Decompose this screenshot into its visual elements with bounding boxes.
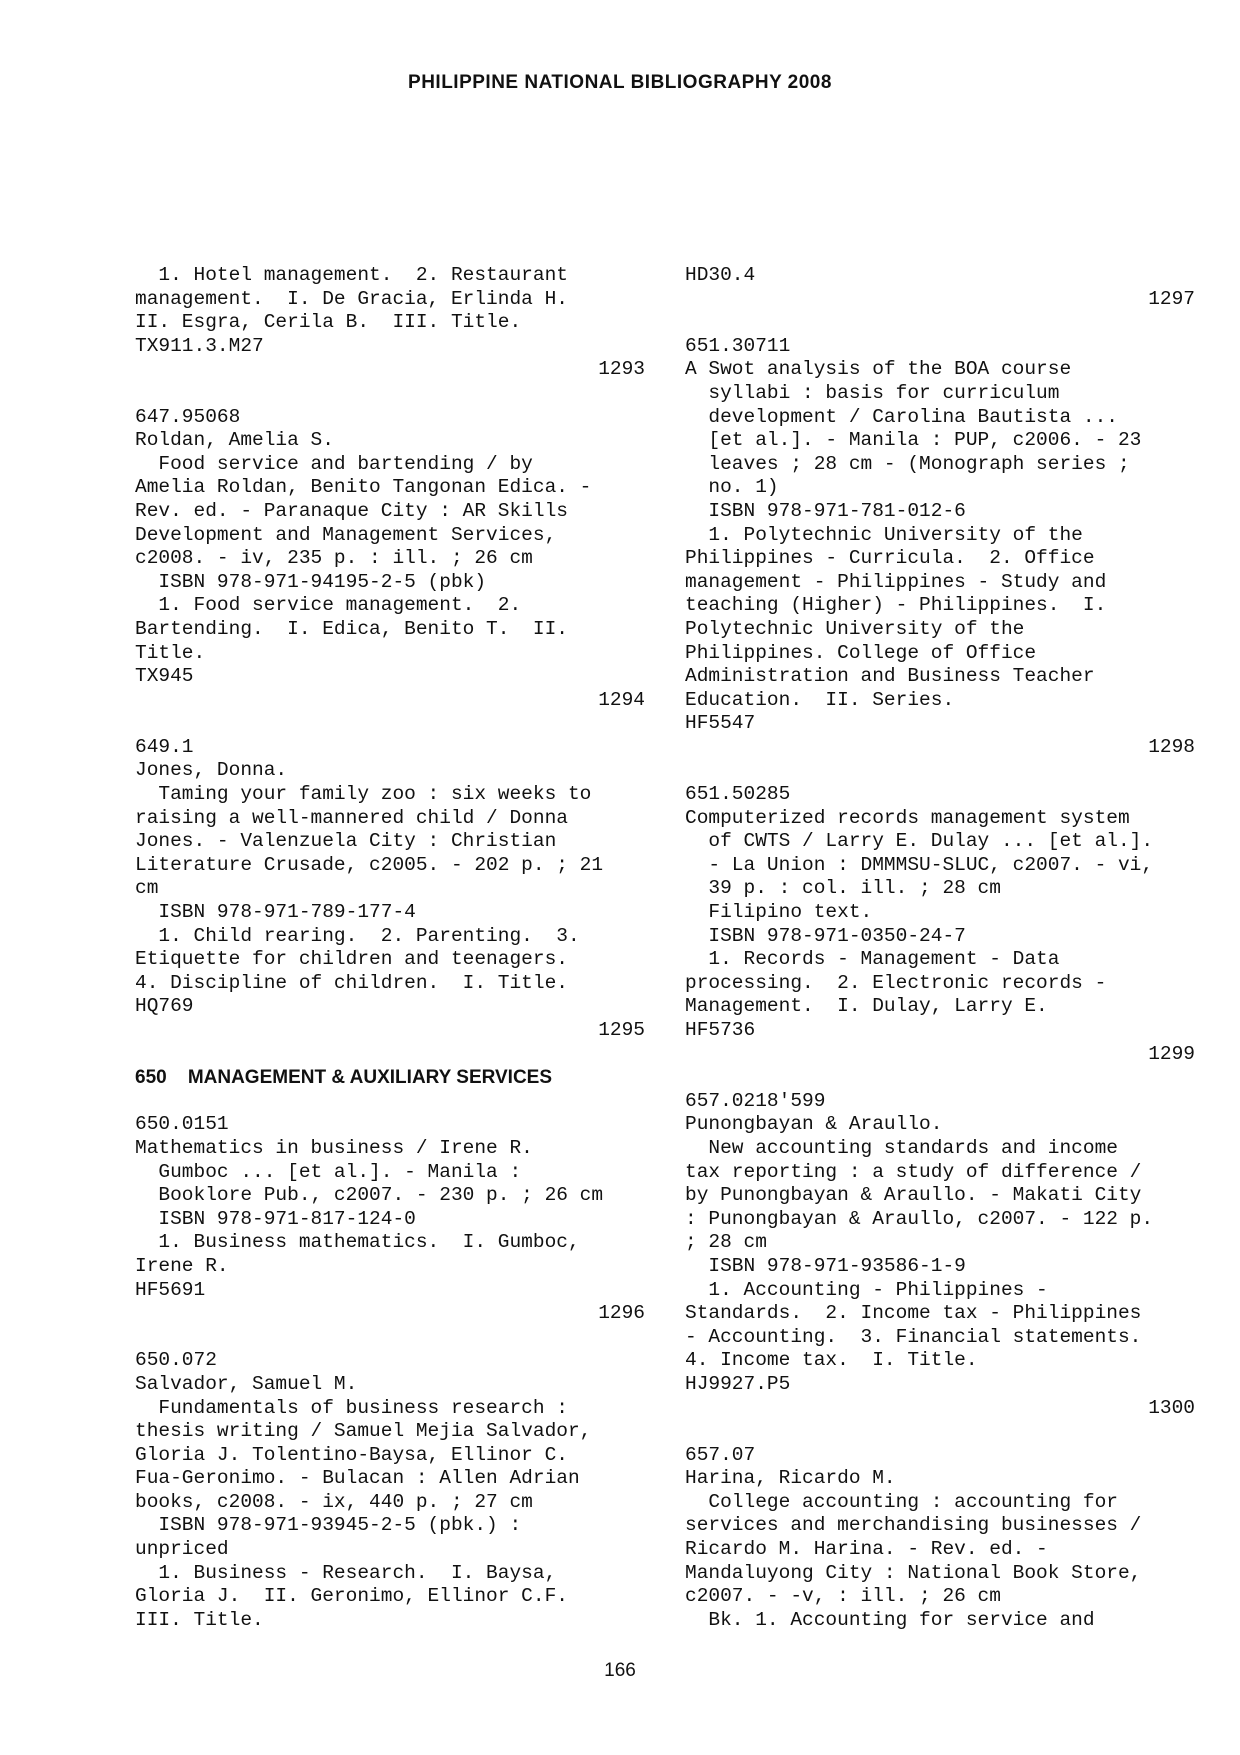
entry-line: Management. I. Dulay, Larry E. — [685, 995, 1048, 1018]
entry-line: management - Philippines - Study and — [685, 570, 1107, 593]
entry-line: no. 1) — [685, 476, 779, 499]
entry-line: Amelia Roldan, Benito Tangonan Edica. - — [135, 476, 592, 499]
entry-line: HD30.4 — [685, 264, 756, 286]
entry-line: Title. — [135, 641, 206, 664]
entry-line: Gloria J. II. Geronimo, Ellinor C.F. — [135, 1585, 568, 1608]
entry-line: books, c2008. - ix, 440 p. ; 27 cm — [135, 1490, 533, 1513]
entry-line: Etiquette for children and teenagers. — [135, 948, 568, 971]
blank-line — [135, 712, 645, 736]
blank-line — [135, 382, 645, 406]
entry-line: Roldan, Amelia S. — [135, 429, 334, 452]
entry-line: Salvador, Samuel M. — [135, 1372, 358, 1395]
entry-line: 1. Business mathematics. I. Gumboc, — [135, 1231, 580, 1254]
entry-line: Fundamentals of business research : — [135, 1396, 568, 1419]
blank-line — [685, 759, 1195, 783]
entry-number: 1297 — [1148, 287, 1195, 310]
entry-line: - La Union : DMMMSU-SLUC, c2007. - vi, — [685, 853, 1154, 876]
entry-line: Computerized records management system — [685, 806, 1130, 829]
entry-line: Mandaluyong City : National Book Store, — [685, 1561, 1142, 1584]
entry-line: Harina, Ricardo M. — [685, 1467, 896, 1490]
entry-line: - Accounting. 3. Financial statements. — [685, 1325, 1142, 1348]
entry-line: Jones, Donna. — [135, 759, 288, 782]
entry-line: 657.07 — [685, 1443, 756, 1466]
entry-number: 1293 — [598, 358, 645, 381]
entry-line: Gloria J. Tolentino-Baysa, Ellinor C. — [135, 1443, 568, 1466]
entry-line: processing. 2. Electronic records - — [685, 971, 1107, 994]
entry-line: Taming your family zoo : six weeks to — [135, 783, 592, 806]
blank-line — [685, 1420, 1195, 1444]
entry-line: cm — [135, 877, 159, 900]
entry-line: Administration and Business Teacher — [685, 665, 1095, 688]
entry-line: Mathematics in business / Irene R. — [135, 1136, 533, 1159]
entry-line: 1. Records - Management - Data — [685, 948, 1060, 971]
entry-line: HQ769 — [135, 995, 194, 1018]
entry-line: 650.0151 — [135, 1113, 229, 1136]
entry-line: Booklore Pub., c2007. - 230 p. ; 26 cm — [135, 1184, 604, 1207]
entry-line: 4. Discipline of children. I. Title. — [135, 971, 568, 994]
entry-line: of CWTS / Larry E. Dulay ... [et al.]. — [685, 830, 1154, 853]
entry-line: 649.1 — [135, 735, 194, 758]
entry-line: services and merchandising businesses / — [685, 1514, 1142, 1537]
entry-line: raising a well-mannered child / Donna — [135, 806, 568, 829]
blank-line — [135, 1090, 645, 1114]
entry-line: III. Title. — [135, 1608, 264, 1631]
entry-number: 1298 — [1148, 735, 1195, 758]
entry-line: Fua-Geronimo. - Bulacan : Allen Adrian — [135, 1467, 580, 1490]
entry-line: 1. Hotel management. 2. Restaurant — [135, 264, 568, 286]
entry-line: Bartending. I. Edica, Benito T. II. — [135, 617, 568, 640]
entry-line: Bk. 1. Accounting for service and — [685, 1608, 1095, 1631]
entry-line: 1. Food service management. 2. — [135, 594, 522, 617]
entry-line: unpriced — [135, 1538, 229, 1561]
entry-line: Gumboc ... [et al.]. - Manila : — [135, 1160, 522, 1183]
entry-line: Philippines - Curricula. 2. Office — [685, 547, 1095, 570]
entry-line: ISBN 978-971-817-124-0 — [135, 1207, 416, 1230]
entry-line: Punongbayan & Araullo. — [685, 1113, 943, 1136]
entry-line: 1. Business - Research. I. Baysa, — [135, 1561, 557, 1584]
blank-line — [685, 311, 1195, 335]
entry-line: Literature Crusade, c2005. - 202 p. ; 21 — [135, 853, 604, 876]
entry-line: teaching (Higher) - Philippines. I. — [685, 594, 1107, 617]
entry-line: [et al.]. - Manila : PUP, c2006. - 23 — [685, 429, 1142, 452]
blank-line — [685, 1066, 1195, 1090]
entry-line: ISBN 978-971-93945-2-5 (pbk.) : — [135, 1514, 522, 1537]
entry-line: HF5547 — [685, 712, 756, 735]
page-header: PHILIPPINE NATIONAL BIBLIOGRAPHY 2008 — [408, 72, 832, 93]
entry-line: Polytechnic University of the — [685, 617, 1025, 640]
blank-line — [135, 1326, 645, 1350]
entry-line: c2008. - iv, 235 p. : ill. ; 26 cm — [135, 547, 533, 570]
entry-line: Ricardo M. Harina. - Rev. ed. - — [685, 1538, 1048, 1561]
entry-line: 39 p. : col. ill. ; 28 cm — [685, 877, 1001, 900]
entry-line: HF5691 — [135, 1278, 206, 1301]
entry-line: ISBN 978-971-0350-24-7 — [685, 924, 966, 947]
entry-line: New accounting standards and income — [685, 1136, 1118, 1159]
entry-number: 1296 — [598, 1302, 645, 1325]
entry-line: ; 28 cm — [685, 1231, 767, 1254]
entry-number: 1295 — [598, 1019, 645, 1041]
entry-line: College accounting : accounting for — [685, 1490, 1118, 1513]
entry-line: Standards. 2. Income tax - Philippines — [685, 1302, 1142, 1325]
entry-line: thesis writing / Samuel Mejia Salvador, — [135, 1420, 592, 1443]
entry-line: ISBN 978-971-93586-1-9 — [685, 1254, 966, 1277]
entry-line: 651.50285 — [685, 783, 791, 806]
entry-line: Rev. ed. - Paranaque City : AR Skills — [135, 499, 568, 522]
entry-line: TX911.3.M27 — [135, 334, 264, 357]
entry-line: 647.95068 — [135, 405, 241, 428]
entry-line: ISBN 978-971-94195-2-5 (pbk) — [135, 570, 487, 593]
entry-line: : Punongbayan & Araullo, c2007. - 122 p. — [685, 1207, 1154, 1230]
blank-line — [135, 1043, 645, 1067]
entry-line: Education. II. Series. — [685, 688, 955, 711]
entry-line: HJ9927.P5 — [685, 1372, 791, 1395]
left-column — [135, 264, 645, 1632]
entry-line: Food service and bartending / by — [135, 452, 533, 475]
entry-line: A Swot analysis of the BOA course — [685, 358, 1072, 381]
entry-line: by Punongbayan & Araullo. - Makati City — [685, 1184, 1142, 1207]
section-heading: 650 MANAGEMENT & AUXILIARY SERVICES — [135, 1067, 553, 1089]
entry-line: II. Esgra, Cerila B. III. Title. — [135, 311, 522, 334]
right-column — [685, 264, 1195, 1632]
entry-line: 4. Income tax. I. Title. — [685, 1349, 978, 1372]
entry-line: HF5736 — [685, 1019, 756, 1041]
entry-number: 1299 — [1148, 1042, 1195, 1065]
entry-number: 1294 — [598, 688, 645, 711]
entry-line: 1. Child rearing. 2. Parenting. 3. — [135, 924, 580, 947]
entry-line: 1. Polytechnic University of the — [685, 523, 1083, 546]
entry-line: c2007. - -v, : ill. ; 26 cm — [685, 1585, 1001, 1608]
entry-line: 1. Accounting - Philippines - — [685, 1278, 1048, 1301]
entry-line: syllabi : basis for curriculum — [685, 381, 1060, 404]
entry-line: Jones. - Valenzuela City : Christian — [135, 830, 557, 853]
page-number: 166 — [604, 1660, 636, 1681]
entry-line: TX945 — [135, 665, 194, 688]
entry-line: development / Carolina Bautista ... — [685, 405, 1118, 428]
entry-line: tax reporting : a study of difference / — [685, 1160, 1142, 1183]
entry-line: ISBN 978-971-781-012-6 — [685, 499, 966, 522]
entry-line: Development and Management Services, — [135, 523, 557, 546]
entry-line: Filipino text. — [685, 901, 873, 924]
entry-number: 1300 — [1148, 1396, 1195, 1419]
entry-line: ISBN 978-971-789-177-4 — [135, 901, 416, 924]
entry-line: 650.072 — [135, 1349, 217, 1372]
entry-line: 651.30711 — [685, 334, 791, 357]
entry-line: Philippines. College of Office — [685, 641, 1037, 664]
entry-line: leaves ; 28 cm - (Monograph series ; — [685, 452, 1130, 475]
entry-line: 657.0218'599 — [685, 1089, 826, 1112]
entry-line: management. I. De Gracia, Erlinda H. — [135, 287, 568, 310]
entry-line: Irene R. — [135, 1254, 229, 1277]
